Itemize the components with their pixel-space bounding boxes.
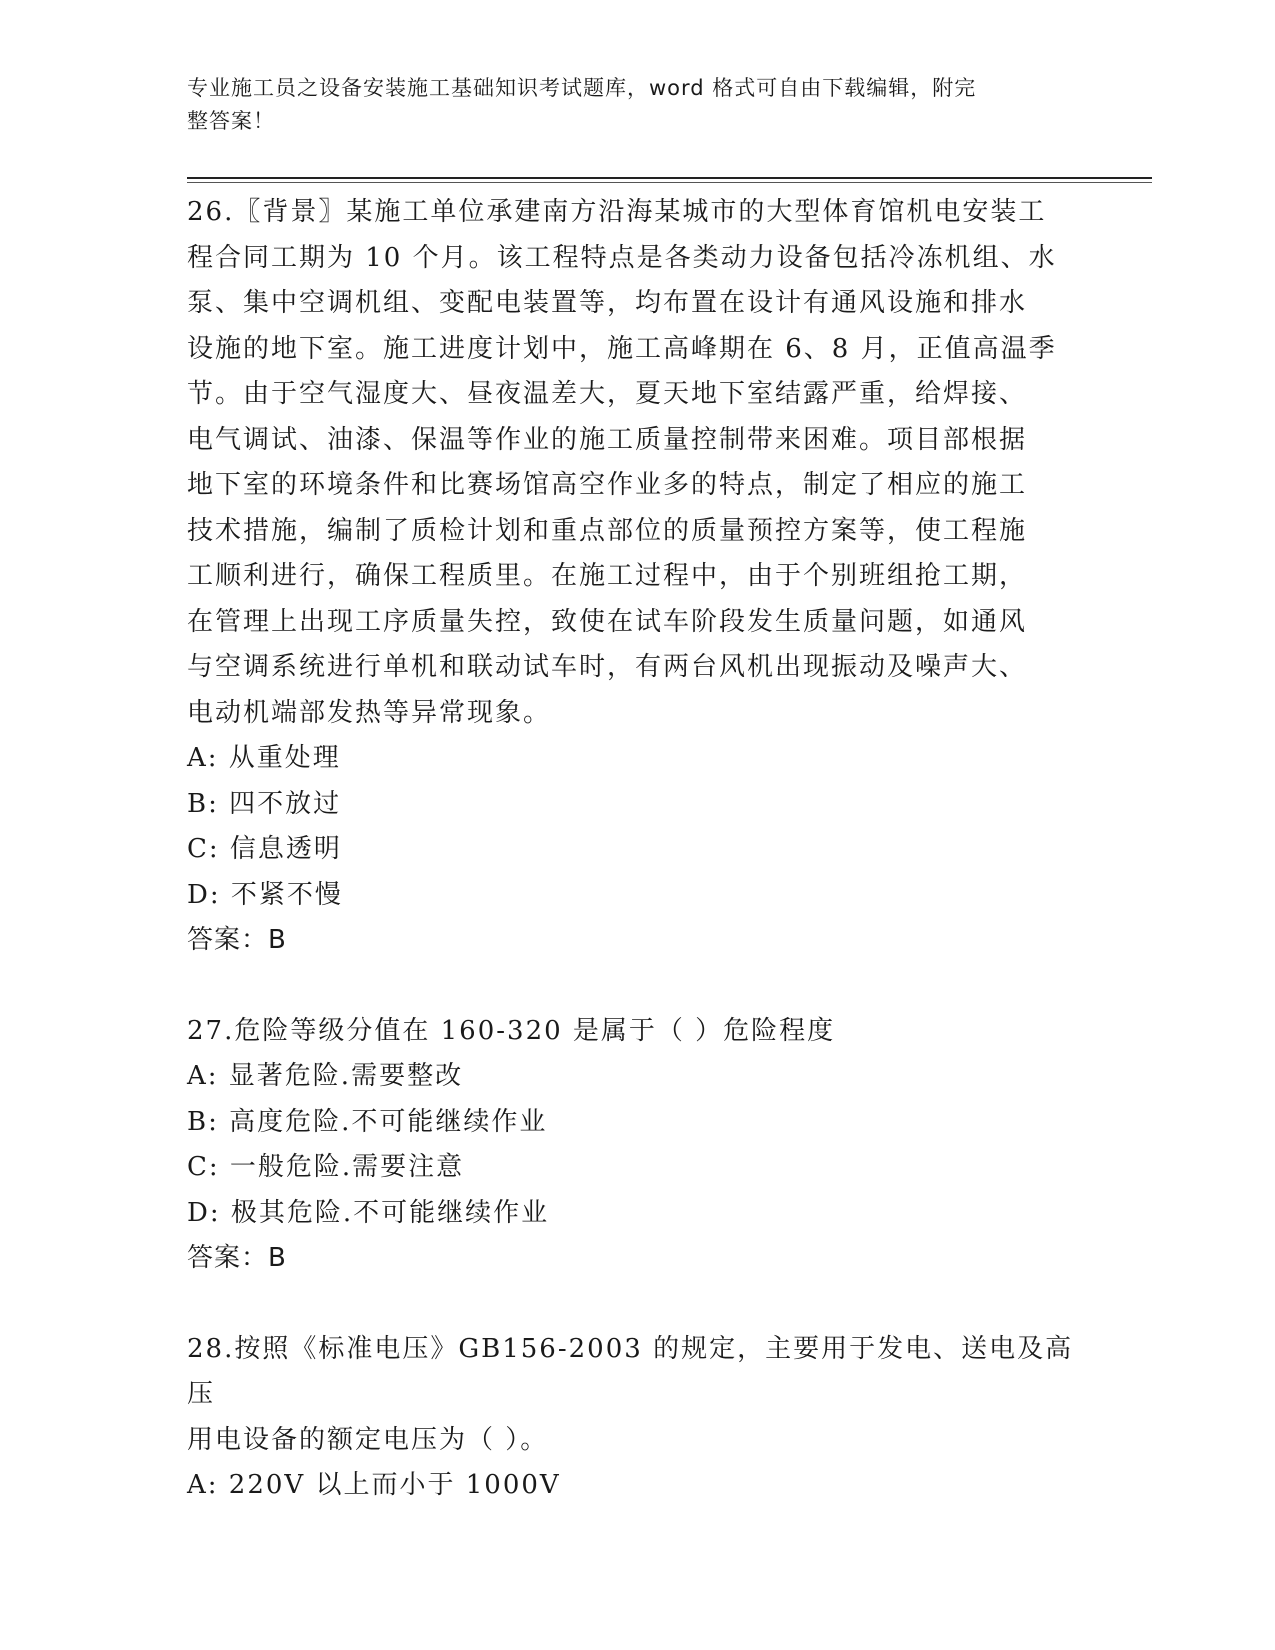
option-d: D: 不紧不慢 <box>187 879 343 910</box>
answer-line: 答案：B <box>187 925 287 955</box>
option-d: D: 极其危险.不可能继续作业 <box>187 1197 550 1228</box>
option-b: B: 高度危险.不可能继续作业 <box>187 1106 548 1137</box>
answer-line: 答案：B <box>187 1243 287 1273</box>
question-stem-line: 工顺利进行，确保工程质里。在施工过程中，由于个别班组抢工期， <box>187 561 1028 591</box>
question-stem-line: 用电设备的额定电压为（ ）。 <box>187 1424 549 1455</box>
question-stem-line: 技术措施，编制了质检计划和重点部位的质量预控方案等，使工程施 <box>187 515 1028 546</box>
question-stem-line: 泵、集中空调机组、变配电装置等，均布置在设计有通风设施和排水 <box>187 288 1028 318</box>
question-list <box>187 190 1087 1509</box>
question-stem-line: 节。由于空气湿度大、昼夜温差大，夏天地下室结露严重，给焊接、 <box>187 379 1028 409</box>
question-26 <box>187 190 1087 964</box>
header-divider-thick <box>187 177 1152 179</box>
question-spacer <box>187 964 1087 1009</box>
question-stem-line: 设施的地下室。施工进度计划中，施工高峰期在 6、8 月，正值高温季 <box>187 333 1057 364</box>
question-stem-line: 电动机端部发热等异常现象。 <box>187 697 552 728</box>
option-c: C: 信息透明 <box>187 834 342 864</box>
question-stem-line: 地下室的环境条件和比赛场馆高空作业多的特点，制定了相应的施工 <box>187 470 1028 500</box>
option-c: C: 一般危险.需要注意 <box>187 1152 465 1182</box>
header-line-1: 专业施工员之设备安装施工基础知识考试题库，word 格式可自由下载编辑，附完 <box>187 76 977 100</box>
question-stem-line: 电气调试、油漆、保温等作业的施工质量控制带来困难。项目部根据 <box>187 424 1028 455</box>
question-stem-line: 27.危险等级分值在 160-320 是属于（ ）危险程度 <box>187 1015 836 1046</box>
option-b: B: 四不放过 <box>187 788 342 819</box>
question-spacer <box>187 1282 1087 1327</box>
header-divider-thin <box>187 182 1152 183</box>
option-a: A: 220V 以上而小于 1000V <box>187 1470 561 1500</box>
question-stem-line: 程合同工期为 10 个月。该工程特点是各类动力设备包括冷冻机组、水 <box>187 242 1057 273</box>
option-a: A: 从重处理 <box>187 743 341 773</box>
question-stem-line: 28.按照《标准电压》GB156-2003 的规定，主要用于发电、送电及高压 <box>187 1333 1074 1409</box>
question-27 <box>187 1009 1087 1282</box>
header-line-2: 整答案！ <box>187 109 275 133</box>
question-stem-line: 与空调系统进行单机和联动试车时，有两台风机出现振动及噪声大、 <box>187 652 1028 682</box>
question-stem-line: 26.〖背景〗某施工单位承建南方沿海某城市的大型体育馆机电安装工 <box>187 197 1047 227</box>
question-stem-line: 在管理上出现工序质量失控，致使在试车阶段发生质量问题，如通风 <box>187 606 1028 637</box>
question-28 <box>187 1327 1087 1509</box>
document-header <box>187 72 1067 138</box>
option-a: A: 显著危险.需要整改 <box>187 1061 464 1091</box>
